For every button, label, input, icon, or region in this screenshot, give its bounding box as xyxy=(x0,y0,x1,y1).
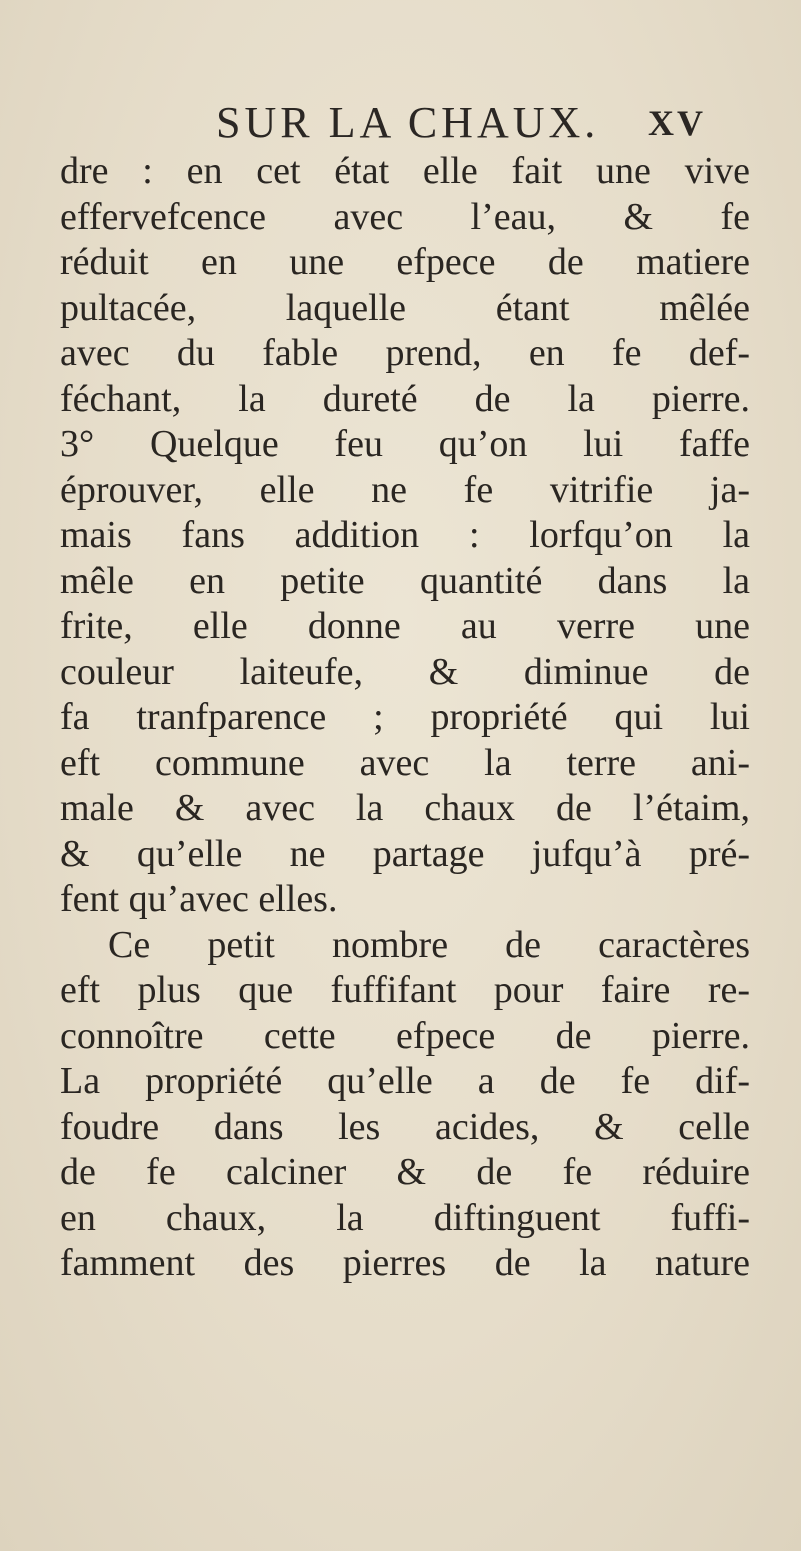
text-line: famment des pierres de la nature xyxy=(60,1242,750,1284)
text-line: fent qu’avec elles. xyxy=(60,878,338,920)
text-line: male & avec la chaux de l’étaim, xyxy=(60,787,750,829)
text-line: connoître cette efpece de pierre. xyxy=(60,1014,750,1057)
running-title: SUR LA CHAUX. xyxy=(216,98,600,147)
text-line: foudre dans les acides, & celle xyxy=(60,1105,750,1148)
page-signature: XV xyxy=(648,103,706,143)
page-header xyxy=(0,98,801,148)
text-line: frite, elle donne au verre une xyxy=(60,605,750,647)
text-line: dre : en cet état elle fait une vive xyxy=(60,150,750,192)
text-line: mais fans addition : lorfqu’on la xyxy=(60,514,750,556)
text-line: fa tranfparence ; propriété qui lui xyxy=(60,696,750,738)
text-line: 3° Quelque feu qu’on lui faffe xyxy=(60,423,750,465)
text-line: éprouver, elle ne fe vitrifie ja- xyxy=(60,468,750,511)
text-line: féchant, la dureté de la pierre. xyxy=(60,377,750,420)
text-line: de fe calciner & de fe réduire xyxy=(60,1151,750,1193)
text-line: mêle en petite quantité dans la xyxy=(60,559,750,602)
text-line: pultacée, laquelle étant mêlée xyxy=(60,286,750,329)
text-line: avec du fable prend, en fe def- xyxy=(60,332,750,374)
text-line: couleur laiteufe, & diminue de xyxy=(60,650,750,693)
body-text xyxy=(60,149,750,1287)
text-line: eft commune avec la terre ani- xyxy=(60,741,750,784)
text-line: eft plus que fuffifant pour faire re- xyxy=(60,969,750,1011)
text-line: effervefcence avec l’eau, & fe xyxy=(60,195,750,238)
text-line: La propriété qu’elle a de fe dif- xyxy=(60,1060,750,1102)
paragraph-start-line: Ce petit nombre de caractères xyxy=(108,923,750,966)
text-line: réduit en une efpece de matiere xyxy=(60,241,750,283)
text-line: & qu’elle ne partage jufqu’à pré- xyxy=(60,832,750,875)
text-line: en chaux, la diftinguent fuffi- xyxy=(60,1196,750,1239)
